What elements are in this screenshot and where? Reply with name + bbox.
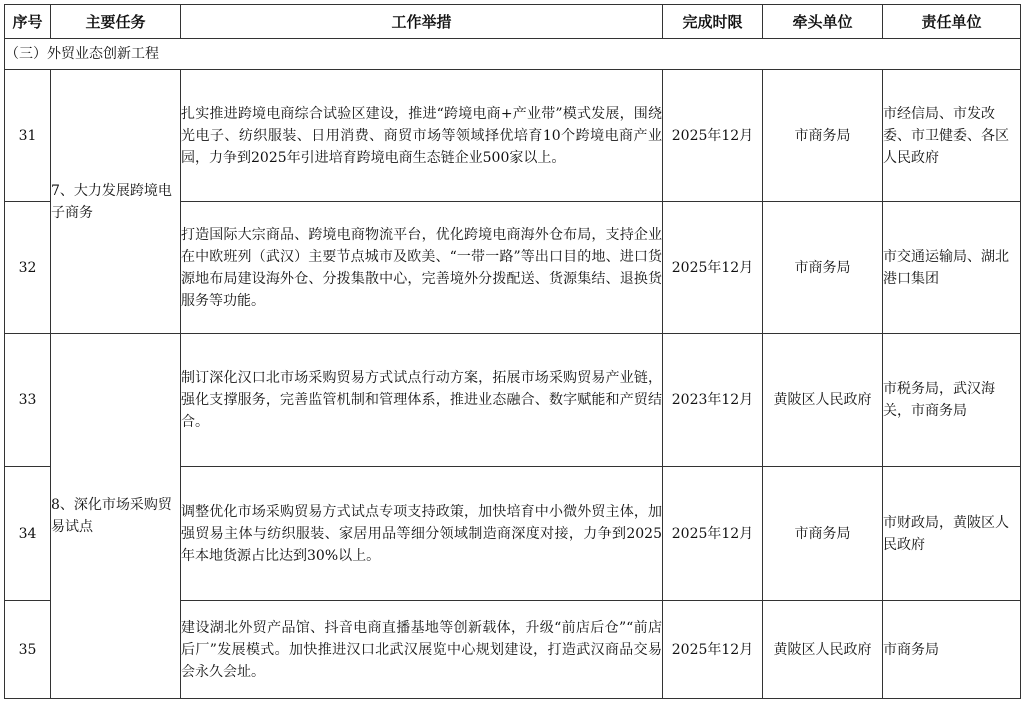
header-deadline: 完成时限 — [663, 5, 763, 39]
deadline-cell: 2025年12月 — [663, 202, 763, 334]
task-cell: 7、大力发展跨境电子商务 — [51, 70, 181, 334]
measure-cell: 制订深化汉口北市场采购贸易方式试点行动方案，拓展市场采购贸易产业链，强化支撑服务，完善监管机制和管理体系，推进业态融合、数字赋能和产贸结合。 — [181, 334, 663, 467]
measure-cell: 打造国际大宗商品、跨境电商物流平台，优化跨境电商海外仓布局，支持企业在中欧班列（武汉）主要节点城市及欧美、“一带一路”等出口目的地、进口货源地布局建设海外仓、分拨集散中心，完善境外分拨配送、货源集结、退换货服务等功能。 — [181, 202, 663, 334]
header-task: 主要任务 — [51, 5, 181, 39]
responsible-unit-cell: 市商务局 — [883, 601, 1021, 699]
deadline-cell: 2025年12月 — [663, 601, 763, 699]
measure-cell: 扎实推进跨境电商综合试验区建设，推进“跨境电商+产业带”模式发展，围绕光电子、纺织服装、日用消费、商贸市场等领域择优培育10个跨境电商产业园，力争到2025年引进培育跨境电商生态链企业500家以上。 — [181, 70, 663, 202]
header-measure: 工作举措 — [181, 5, 663, 39]
measure-cell: 调整优化市场采购贸易方式试点专项支持政策，加快培育中小微外贸主体，加强贸易主体与纺织服装、家居用品等细分领域制造商深度对接，力争到2025年本地货源占比达到30%以上。 — [181, 467, 663, 601]
section-row — [5, 39, 1021, 70]
row-num: 31 — [5, 70, 51, 202]
row-num: 32 — [5, 202, 51, 334]
measure-cell: 建设湖北外贸产品馆、抖音电商直播基地等创新载体，升级“前店后仓”“前店后厂”发展模式。加快推进汉口北武汉展览中心规划建设，打造武汉商品交易会永久会址。 — [181, 601, 663, 699]
header-num: 序号 — [5, 5, 51, 39]
lead-unit-cell: 黄陂区人民政府 — [763, 601, 883, 699]
header-responsible: 责任单位 — [883, 5, 1021, 39]
table-row — [5, 70, 1021, 202]
header-row — [5, 5, 1021, 39]
section-title: （三）外贸业态创新工程 — [5, 39, 1021, 70]
lead-unit-cell: 黄陂区人民政府 — [763, 334, 883, 467]
lead-unit-cell: 市商务局 — [763, 467, 883, 601]
row-num: 33 — [5, 334, 51, 467]
table-row — [5, 334, 1021, 467]
task-cell: 8、深化市场采购贸易试点 — [51, 334, 181, 699]
row-num: 34 — [5, 467, 51, 601]
header-lead: 牵头单位 — [763, 5, 883, 39]
lead-unit-cell: 市商务局 — [763, 202, 883, 334]
deadline-cell: 2025年12月 — [663, 467, 763, 601]
responsible-unit-cell: 市财政局，黄陂区人民政府 — [883, 467, 1021, 601]
deadline-cell: 2023年12月 — [663, 334, 763, 467]
responsible-unit-cell: 市税务局，武汉海关，市商务局 — [883, 334, 1021, 467]
lead-unit-cell: 市商务局 — [763, 70, 883, 202]
responsible-unit-cell: 市经信局、市发改委、市卫健委、各区人民政府 — [883, 70, 1021, 202]
work-measures-table — [4, 4, 1021, 699]
deadline-cell: 2025年12月 — [663, 70, 763, 202]
responsible-unit-cell: 市交通运输局、湖北港口集团 — [883, 202, 1021, 334]
row-num: 35 — [5, 601, 51, 699]
